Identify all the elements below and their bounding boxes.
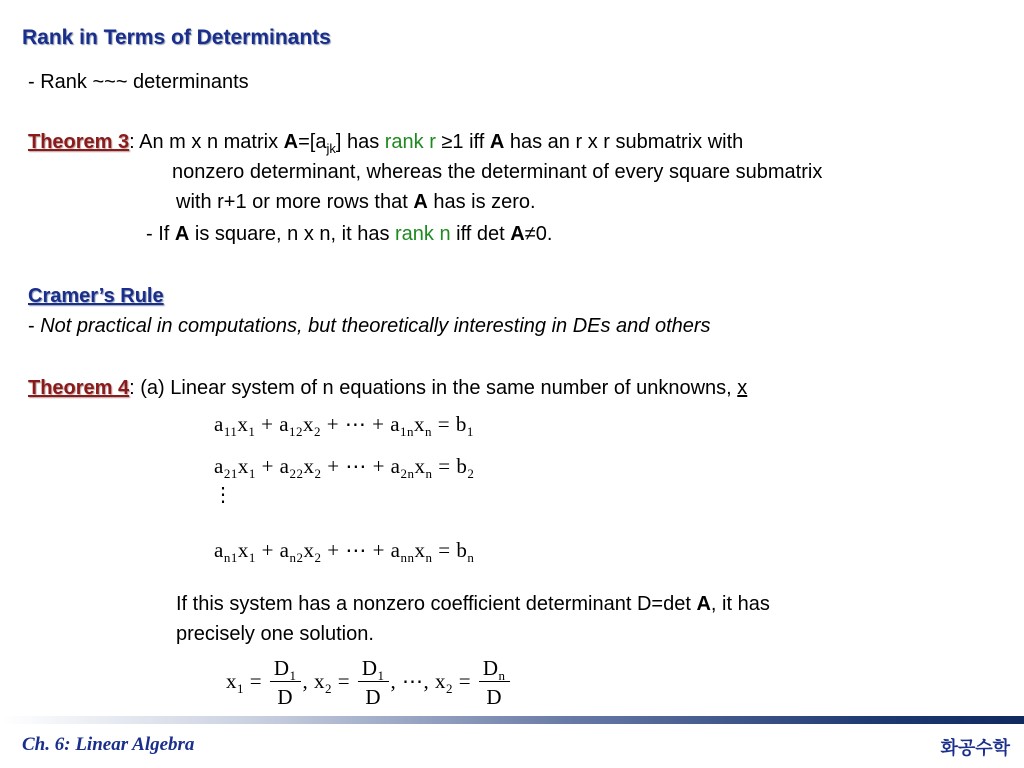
equation-subscript: 1n [400,424,415,439]
matrix-A: A [489,131,505,153]
matrix-A: A [413,191,428,213]
text: ] has [335,131,385,153]
equation-term: x [414,454,426,478]
equation-subscript: 2n [400,466,415,481]
subscript: 2 [325,680,333,696]
equation-subscript: nn [400,550,415,565]
text: If this system has a nonzero coefficient determinant D=det [176,593,697,615]
equation-term: + a [255,538,290,562]
intro-line: - Rank ~~~ determinants [28,71,249,93]
cramer-formula [226,656,512,710]
text: with r+1 or more rows that [176,191,414,213]
subscript: 1 [289,668,297,683]
text: - [28,315,41,337]
footer-divider [0,716,1024,724]
equation-row-2 [214,454,475,481]
equation-term: = b [432,412,467,436]
equation-term: a [214,538,224,562]
equation-subscript: 2 [467,466,475,481]
equation-term: a [214,454,224,478]
equation-subscript: 11 [223,424,238,439]
text: , it has [710,593,770,615]
equation-term: a [214,412,224,436]
text: ≠0. [524,223,553,245]
theorem3-label: Theorem 3 [28,131,130,153]
equation-term: + a [255,412,290,436]
equation-term: = b [432,454,468,478]
var-x: x [314,668,326,693]
denominator: D [486,685,503,709]
equation-subscript: 2 [314,550,322,565]
footer-course: 화공수학 [940,738,1010,759]
text: : An m x n matrix [129,131,284,153]
equation-term: x [303,412,315,436]
solution-line2: precisely one solution. [176,623,374,645]
text: iff det [450,223,511,245]
subscript: 1 [377,668,385,683]
denominator: D [277,685,294,709]
matrix-A: A [696,593,711,615]
theorem3-line1 [28,130,743,161]
text: is square, n x n, it has [189,223,395,245]
equation-term: + ⋯ + a [321,538,401,562]
equation-subscript: 1 [248,466,256,481]
equation-subscript: 2 [314,424,322,439]
denominator: D [365,685,382,709]
text: has is zero. [427,191,536,213]
subscript: 1 [237,680,244,696]
equals: = [453,668,477,693]
equation-subscript: n [425,466,433,481]
equation-subscript: n1 [223,550,238,565]
equation-subscript: n [425,424,433,439]
matrix-A: A [174,223,190,245]
text: =[a [298,131,327,153]
cramer-heading [28,284,164,308]
fraction-2 [358,656,389,710]
equals: = [332,668,356,693]
equation-subscript: 12 [289,424,304,439]
subscript: jk [326,141,336,156]
numerator: D [273,656,290,680]
equation-subscript: 22 [289,466,304,481]
slide-title: Rank in Terms of Determinants [22,26,331,49]
equation-subscript: 1 [248,424,256,439]
rank-r: rank r [384,131,436,153]
equation-term: + ⋯ + a [321,412,401,436]
equation-row-n [214,538,475,565]
equation-term: + a [255,454,290,478]
cramer-note-text: Not practical in computations, but theoretically interesting in DEs and others [40,315,711,337]
equation-subscript: 2 [314,466,322,481]
rank-n: rank n [395,223,451,245]
separator: , ⋯, [390,668,436,693]
equation-subscript: 21 [223,466,238,481]
numerator: D [482,656,499,680]
vector-x: x [737,377,748,399]
theorem3-line3 [176,190,536,214]
equation-subscript: n [425,550,433,565]
text: ≥1 iff [435,131,490,153]
equation-row-1 [214,412,474,439]
separator: , [302,668,315,693]
theorem4-line [28,376,747,400]
equation-term: x [414,412,426,436]
theorem4-label: Theorem 4 [28,377,130,399]
fraction-1 [270,656,301,710]
equation-subscript: 1 [466,424,474,439]
numerator: D [361,656,378,680]
text: has an r x r submatrix with [504,131,744,153]
footer-chapter: Ch. 6: Linear Algebra [22,734,195,755]
theorem3-line4 [146,222,552,246]
text: - If [146,223,175,245]
subscript: 2 [446,680,454,696]
equation-term: x [237,412,249,436]
equation-term: x [237,538,249,562]
var-x: x [435,668,447,693]
equation-term: x [303,538,315,562]
text: : (a) Linear system of n equations in the same number of unknowns, [129,377,738,399]
matrix-A: A [510,223,525,245]
vertical-dots: ⋮ [213,484,233,506]
equation-subscript: 1 [248,550,256,565]
solution-line1 [176,592,770,616]
equation-term: x [414,538,426,562]
cramer-title: Cramer’s Rule [28,285,164,307]
equation-term: x [237,454,249,478]
subscript: n [498,668,506,683]
theorem3-line2: nonzero determinant, whereas the determinant of every square submatrix [172,161,823,183]
equation-term: = b [432,538,468,562]
fraction-3 [479,656,510,710]
equals: = [244,668,268,693]
equation-term: + ⋯ + a [321,454,401,478]
equation-term: x [303,454,315,478]
equation-subscript: n [467,550,475,565]
cramer-note [28,314,711,338]
equation-subscript: n2 [289,550,304,565]
var-x: x [226,668,237,693]
matrix-A: A [283,131,299,153]
